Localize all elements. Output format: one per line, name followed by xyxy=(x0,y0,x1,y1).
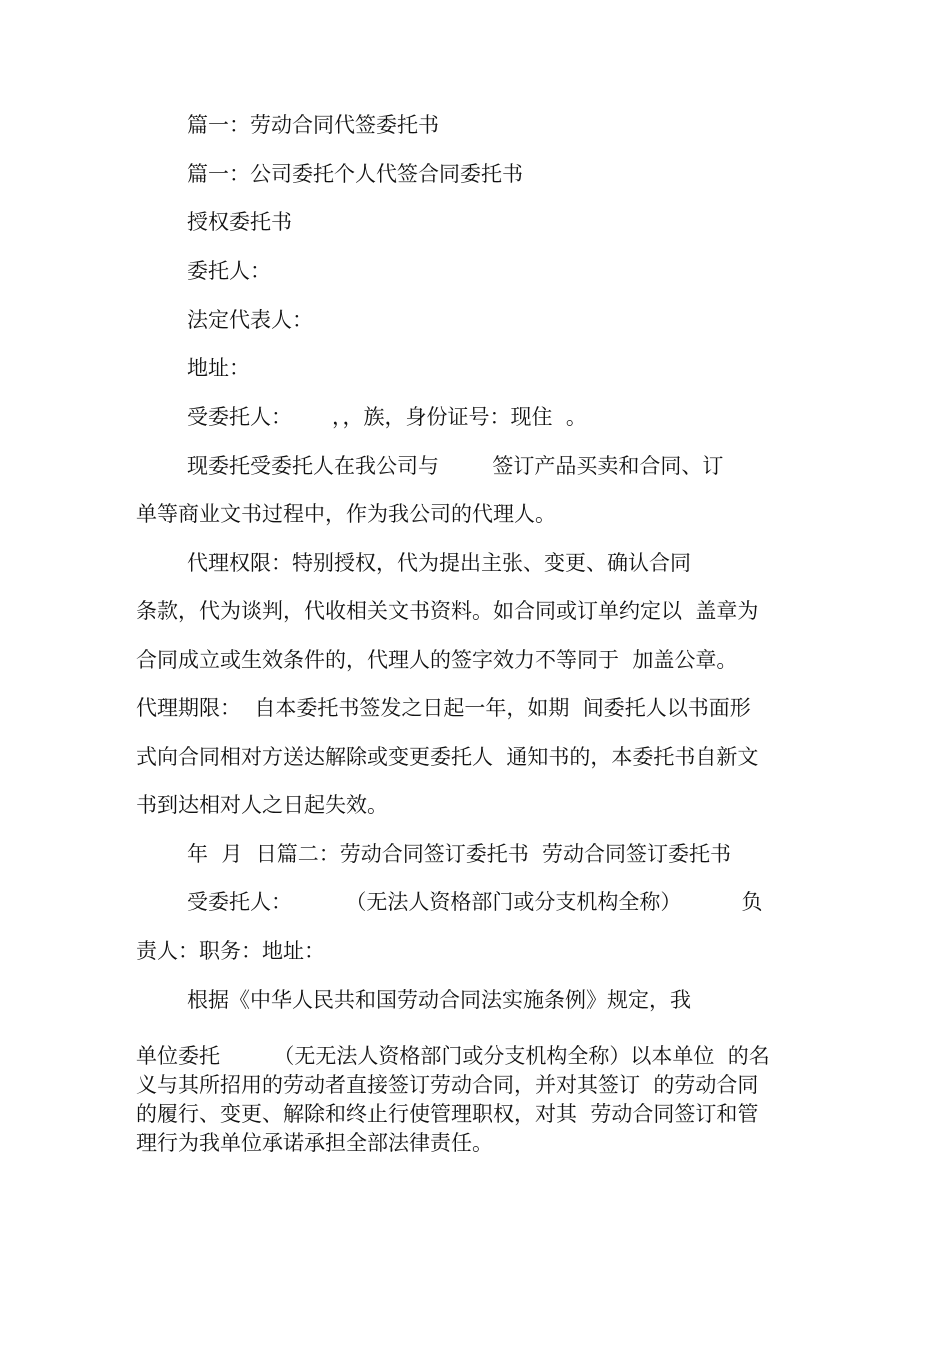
doc-line-10: 代理权限：特别授权，代为提出主张、变更、确认合同 xyxy=(187,551,691,575)
doc-line-12: 合同成立或生效条件的，代理人的签字效力不等同于 加盖公章。 xyxy=(136,648,738,672)
doc-line-1: 篇一：劳动合同代签委托书 xyxy=(187,113,439,137)
doc-line-20: 单位委托 （无无法人资格部门或分支机构全称）以本单位 的名 xyxy=(136,1044,770,1068)
doc-line-6: 地址： xyxy=(187,356,250,380)
doc-line-23: 理行为我单位承诺承担全部法律责任。 xyxy=(136,1131,493,1155)
doc-line-14: 式向合同相对方送达解除或变更委托人 通知书的，本委托书自新文 xyxy=(136,745,759,769)
doc-line-11: 条款，代为谈判，代收相关文书资料。如合同或订单约定以 盖章为 xyxy=(136,599,759,623)
doc-line-22: 的履行、变更、解除和终止行使管理职权，对其 劳动合同签订和管 xyxy=(136,1102,759,1126)
doc-line-9: 单等商业文书过程中，作为我公司的代理人。 xyxy=(136,502,556,526)
doc-line-15: 书到达相对人之日起失效。 xyxy=(136,793,388,817)
doc-line-18: 责人：职务：地址： xyxy=(136,939,325,963)
doc-line-8: 现委托受委托人在我公司与 签订产品买卖和合同、订 xyxy=(187,454,724,478)
doc-line-13: 代理期限： 自本委托书签发之日起一年，如期 间委托人以书面形 xyxy=(136,696,751,720)
doc-line-17: 受委托人： （无法人资格部门或分支机构全称） 负 xyxy=(187,890,763,914)
doc-line-2: 篇一：公司委托个人代签合同委托书 xyxy=(187,162,523,186)
doc-line-16: 年 月 日篇二：劳动合同签订委托书 劳动合同签订委托书 xyxy=(187,842,732,866)
doc-line-21: 义与其所招用的劳动者直接签订劳动合同，并对其签订 的劳动合同 xyxy=(136,1073,759,1097)
doc-line-19: 根据《中华人民共和国劳动合同法实施条例》规定，我 xyxy=(187,988,691,1012)
doc-line-7: 受委托人： ，，族，身份证号：现住 。 xyxy=(187,405,587,429)
doc-line-4: 委托人： xyxy=(187,259,271,283)
doc-line-5: 法定代表人： xyxy=(187,308,313,332)
doc-line-3: 授权委托书 xyxy=(187,210,292,234)
